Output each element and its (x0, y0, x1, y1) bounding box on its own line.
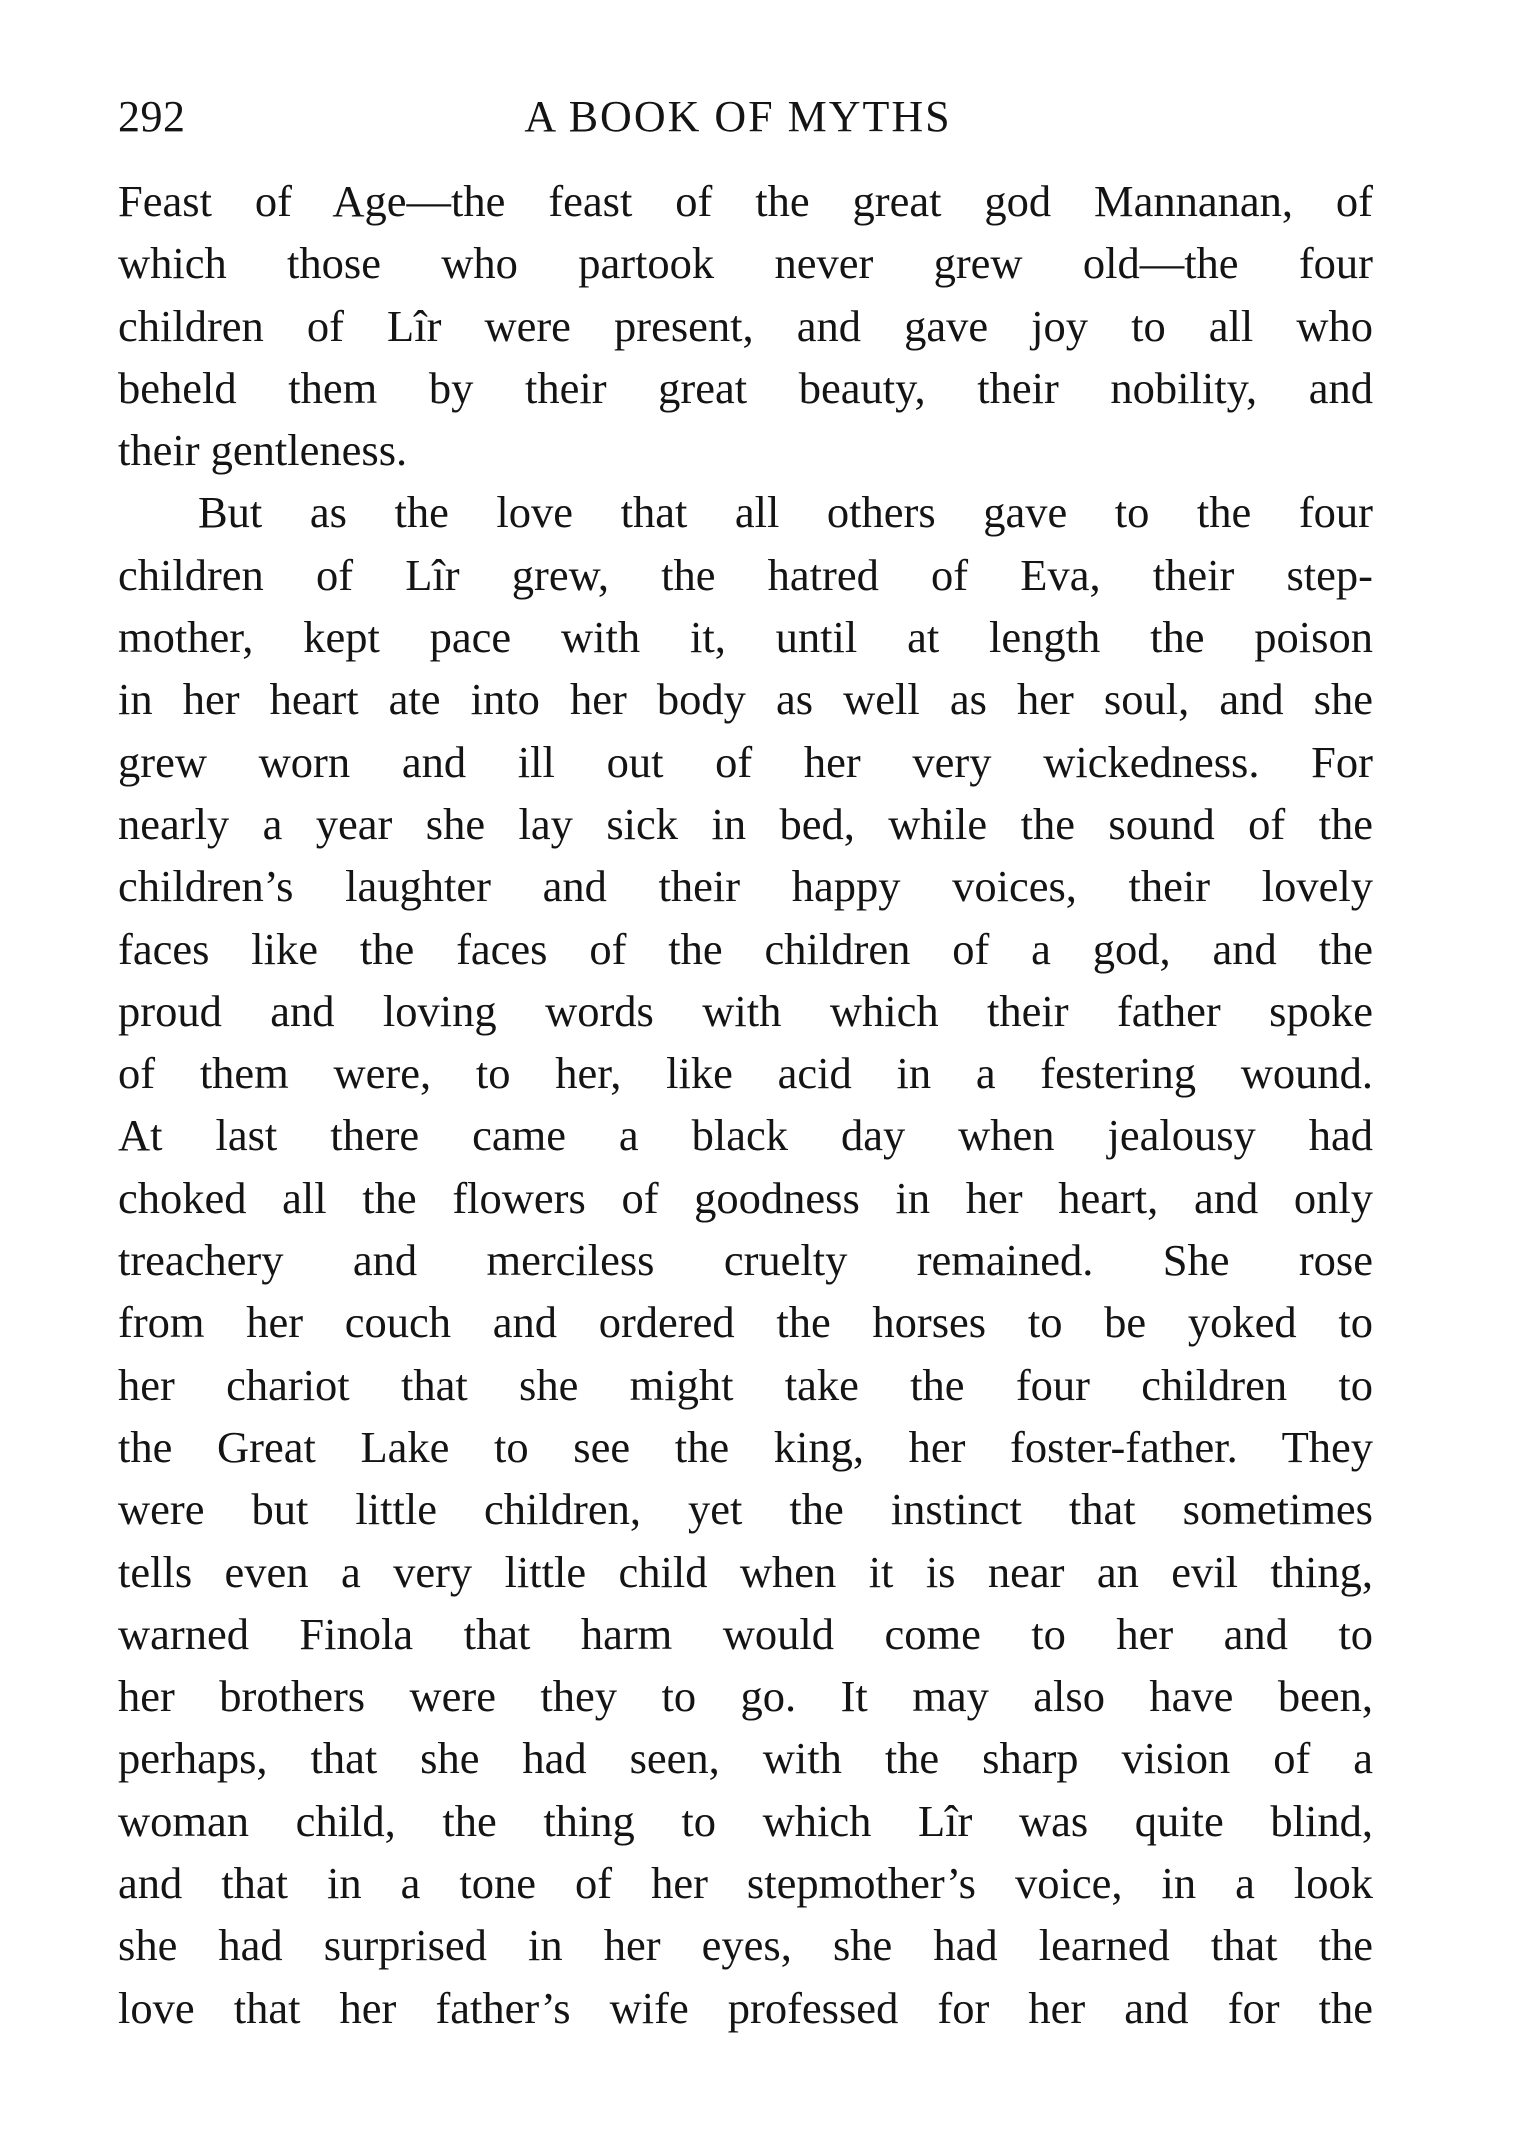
book-title: A BOOK OF MYTHS (524, 92, 952, 141)
text-line: children of Lîr were present, and gave joy to all who (118, 300, 1373, 351)
text-line: faces like the faces of the children of a god, and the (118, 923, 1373, 974)
text-line: woman child, the thing to which Lîr was quite blind, (118, 1795, 1373, 1846)
text-line: and that in a tone of her stepmother’s voice, in a look (118, 1858, 1373, 1909)
text-line: from her couch and ordered the horses to be yoked to (118, 1297, 1373, 1348)
text-line: which those who partook never grew old—the four (118, 238, 1373, 289)
text-line: proud and loving words with which their father spoke (118, 985, 1373, 1036)
paragraph (118, 170, 1373, 481)
text-line: mother, kept pace with it, until at length the poison (118, 612, 1373, 663)
text-line: of them were, to her, like acid in a festering wound. (118, 1048, 1373, 1099)
text-line: tells even a very little child when it is near an evil thing, (118, 1546, 1373, 1597)
text-line: warned Finola that harm would come to her and to (118, 1608, 1373, 1659)
page-number: 292 (118, 92, 186, 141)
text-line: love that her father’s wife professed for her and for the (118, 1982, 1373, 2033)
paragraph (118, 481, 1373, 2038)
text-line: the Great Lake to see the king, her foster-father. They (118, 1421, 1373, 1472)
running-head (118, 82, 1378, 152)
text-line: her brothers were they to go. It may also have been, (118, 1671, 1373, 1722)
body-text (118, 170, 1373, 2039)
text-line: choked all the flowers of goodness in her heart, and only (118, 1172, 1373, 1223)
text-line: children of Lîr grew, the hatred of Eva, their step- (118, 549, 1373, 600)
text-line: were but little children, yet the instinct that sometimes (118, 1484, 1373, 1535)
text-line: perhaps, that she had seen, with the sharp vision of a (118, 1733, 1373, 1784)
text-line: But as the love that all others gave to the four (198, 487, 1373, 538)
text-line: grew worn and ill out of her very wickedness. For (118, 736, 1373, 787)
text-line: beheld them by their great beauty, their nobility, and (118, 362, 1373, 413)
text-line: treachery and merciless cruelty remained. She rose (118, 1235, 1373, 1286)
text-line: she had surprised in her eyes, she had learned that the (118, 1920, 1373, 1971)
text-line: nearly a year she lay sick in bed, while the sound of the (118, 798, 1373, 849)
text-line: in her heart ate into her body as well as her soul, and she (118, 674, 1373, 725)
text-line: her chariot that she might take the four children to (118, 1359, 1373, 1410)
text-line: At last there came a black day when jealousy had (118, 1110, 1373, 1161)
text-line: their gentleness. (118, 425, 408, 476)
text-line: Feast of Age—the feast of the great god Mannanan, of (118, 176, 1373, 226)
text-line: children’s laughter and their happy voices, their lovely (118, 861, 1373, 912)
